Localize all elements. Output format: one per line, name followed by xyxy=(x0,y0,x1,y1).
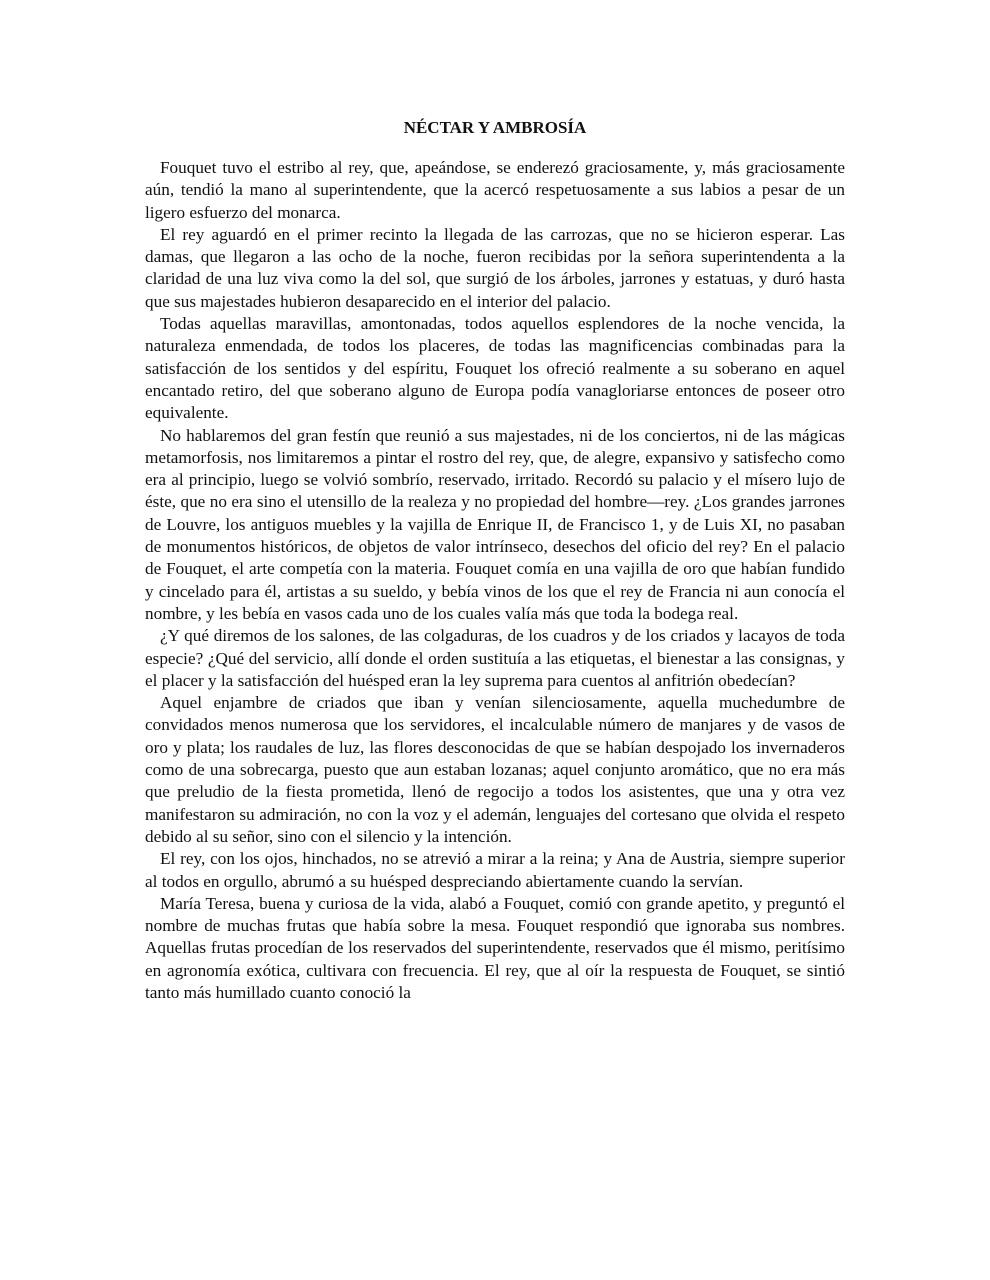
chapter-title: NÉCTAR Y AMBROSÍA xyxy=(403,118,587,137)
paragraph-7: El rey, con los ojos, hinchados, no se atrevió a mirar a la reina; y Ana de Austria, siempre superior al todos en orgullo, abrumó a su huésped despreciando abiertamente cuando la servían. xyxy=(145,849,845,891)
paragraph-2: El rey aguardó en el primer recinto la llegada de las carrozas, que no se hicieron esperar. Las damas, que llegaron a las ocho de la noche, fueron recibidas por la señora superintendenta a la claridad de una luz viva como la del sol, que surgió de los árboles, jarrones y estatuas, y duró hasta que sus majestades hubieron desaparecido en el interior del palacio. xyxy=(145,224,845,311)
paragraph-6: Aquel enjambre de criados que iban y venían silenciosamente, aquella muchedumbre de convidados menos numerosa que los servidores, el incalculable número de manjares y de vasos de oro y plata; los raudales de luz, las flores desconocidas de que se habían despojado los invernaderos como de una sobrecarga, puesto que aun estaban lozanas; aquel conjunto aromático, que no era más que preludio de la fiesta prometida, llenó de regocijo a todos los asistentes, que una y otra vez manifestaron su admiración, no con la voz y el ademán, lenguajes del cortesano que olvida el respeto debido al su señor, sino con el silencio y la intención. xyxy=(145,693,845,846)
paragraph-3: Todas aquellas maravillas, amontonadas, todos aquellos esplendores de la noche vencida, la naturaleza enmendada, de todos los placeres, de todas las magnificencias combinadas para la satisfacción de los sentidos y del espíritu, Fouquet los ofreció realmente a su soberano en aquel encantado retiro, del que soberano alguno de Europa podía vanagloriarse entonces de poseer otro equivalente. xyxy=(145,314,845,423)
paragraph-1: Fouquet tuvo el estribo al rey, que, apeándose, se enderezó graciosamente, y, más graciosamente aún, tendió la mano al superintendente, que la acercó respetuosamente a sus labios a pesar de un ligero esfuerzo del monarca. xyxy=(145,158,845,222)
paragraph-8: María Teresa, buena y curiosa de la vida, alabó a Fouquet, comió con grande apetito, y preguntó el nombre de muchas frutas que había sobre la mesa. Fouquet respondió que ignoraba sus nombres. Aquellas frutas procedían de los reservados del superintendente, reservados que él mismo, peritísimo en agronomía exótica, cultivara con frecuencia. El rey, que al oír la respuesta de Fouquet, se sintió tanto más humillado cuanto conoció la xyxy=(145,893,845,1002)
paragraph-5: ¿Y qué diremos de los salones, de las colgaduras, de los cuadros y de los criados y lacayos de toda especie? ¿Qué del servicio, allí donde el orden sustituía a las etiquetas, el bienestar a las consignas, y el placer y la satisfacción del huésped eran la ley suprema para cuentos al anfitrión obedecían? xyxy=(145,626,845,690)
document-page xyxy=(145,116,845,1004)
paragraph-4: No hablaremos del gran festín que reunió a sus majestades, ni de los conciertos, ni de las mágicas metamorfosis, nos limitaremos a pintar el rostro del rey, que, de alegre, expansivo y satisfecho como era al principio, luego se volvió sombrío, reservado, irritado. Recordó su palacio y el mísero lujo de éste, que no era sino el utensillo de la realeza y no propiedad del hombre—rey. ¿Los grandes jarrones de Louvre, los antiguos muebles y la vajilla de Enrique II, de Francisco 1, y de Luis XI, no pasaban de monumentos históricos, de objetos de valor intrínseco, desechos del oficio del rey? En el palacio de Fouquet, el arte competía con la materia. Fouquet comía en una vajilla de oro que habían fundido y cincelado para él, artistas a su sueldo, y bebía vinos de los que el rey de Francia ni aun conocía el nombre, y les bebía en vasos cada uno de los cuales valía más que toda la bodega real. xyxy=(145,425,845,623)
